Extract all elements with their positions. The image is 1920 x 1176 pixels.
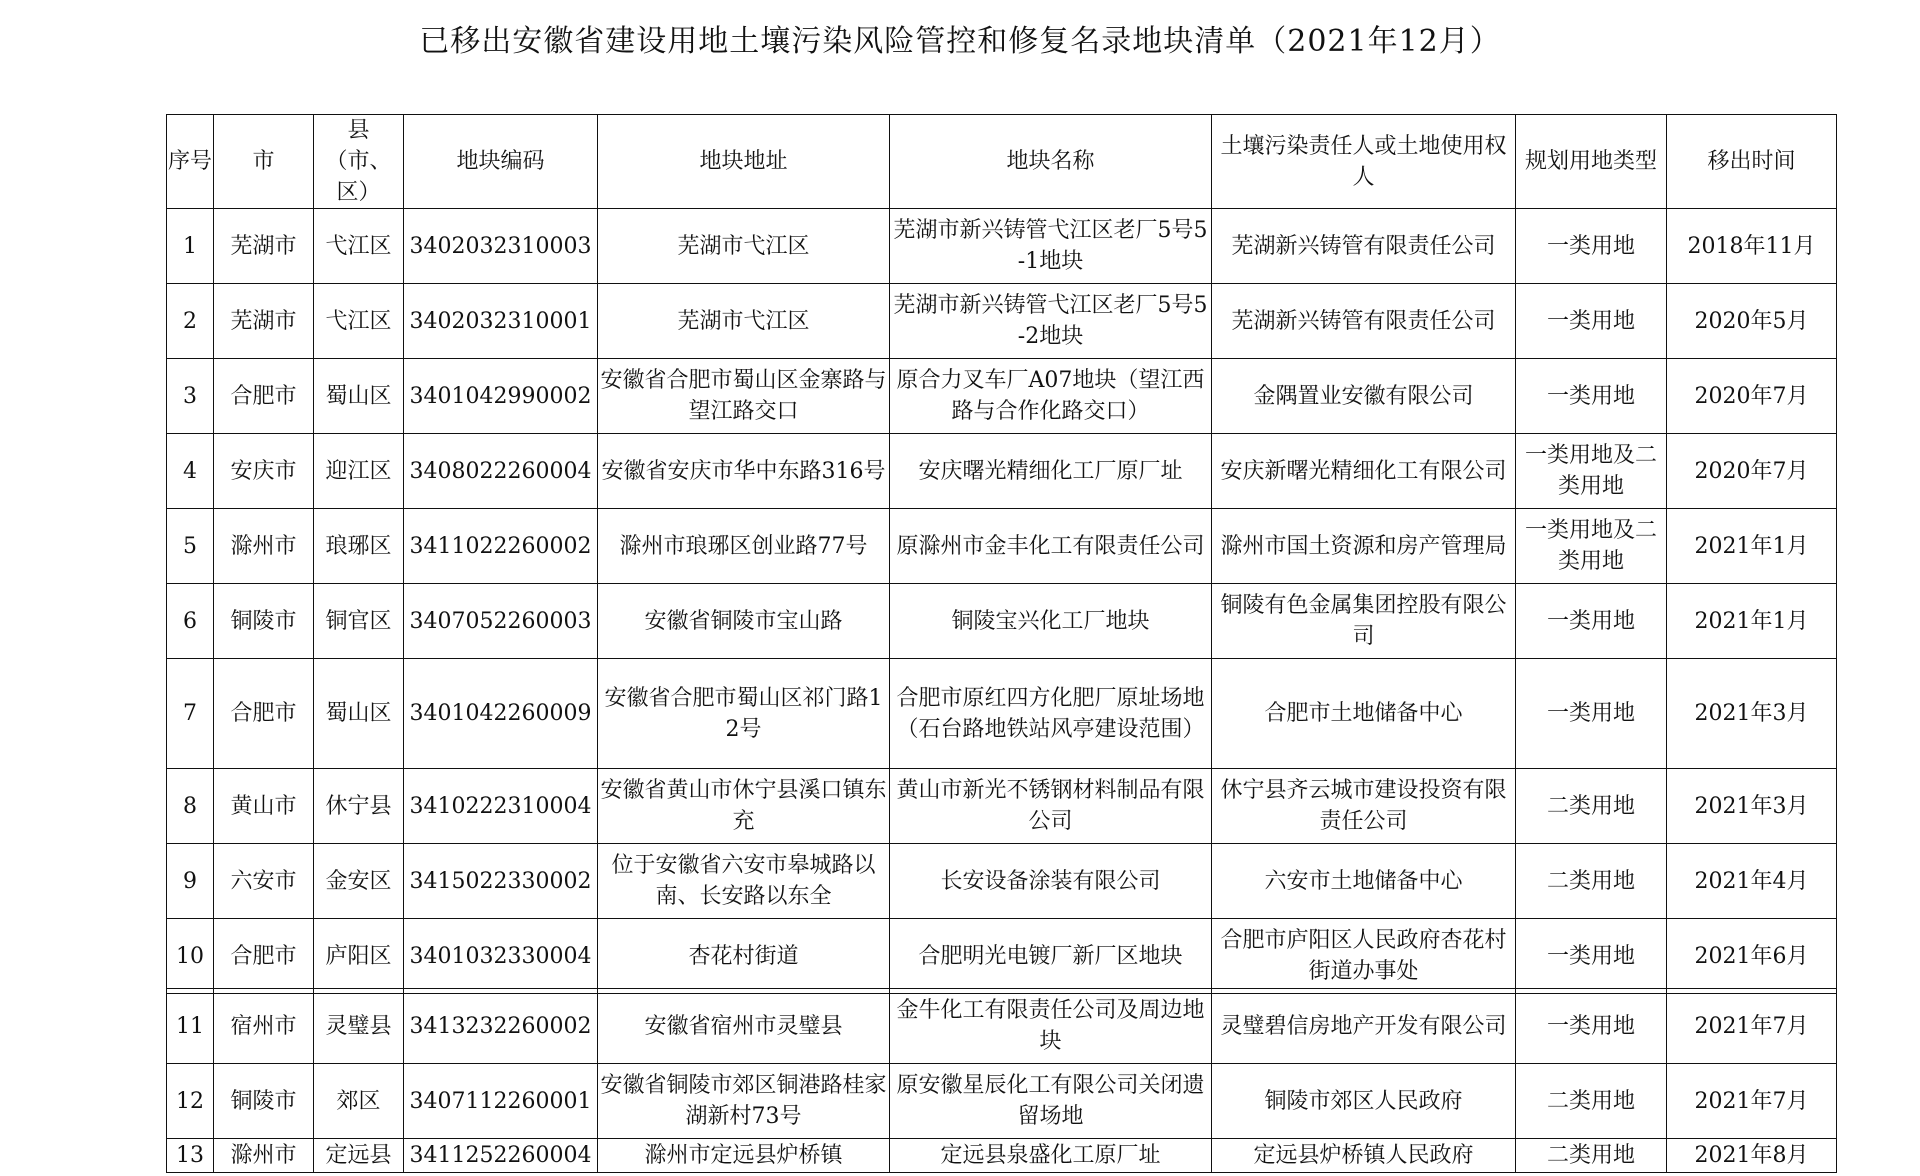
city-cell: 安庆市 bbox=[214, 434, 314, 509]
header-landuse: 规划用地类型 bbox=[1516, 115, 1667, 209]
address-cell: 安徽省合肥市蜀山区金寨路与望江路交口 bbox=[598, 359, 890, 434]
code-cell: 3401042990002 bbox=[404, 359, 598, 434]
owner-cell: 合肥市土地储备中心 bbox=[1212, 659, 1516, 769]
name-cell: 原合力叉车厂A07地块（望江西路与合作化路交口） bbox=[890, 359, 1212, 434]
name-cell: 合肥明光电镀厂新厂区地块 bbox=[890, 919, 1212, 994]
name-cell: 安庆曙光精细化工厂原厂址 bbox=[890, 434, 1212, 509]
table-row bbox=[167, 434, 1837, 509]
date-cell: 2021年3月 bbox=[1667, 659, 1837, 769]
address-cell: 安徽省铜陵市宝山路 bbox=[598, 584, 890, 659]
table-row bbox=[167, 209, 1837, 284]
site-list-table bbox=[166, 114, 1837, 994]
city-cell: 宿州市 bbox=[214, 989, 314, 1064]
landuse-cell: 二类用地 bbox=[1516, 1064, 1667, 1139]
header-seq: 序号 bbox=[167, 115, 214, 209]
name-cell: 合肥市原红四方化肥厂原址场地（石台路地铁站风亭建设范围） bbox=[890, 659, 1212, 769]
name-cell: 长安设备涂装有限公司 bbox=[890, 844, 1212, 919]
date-cell: 2021年3月 bbox=[1667, 769, 1837, 844]
landuse-cell: 一类用地 bbox=[1516, 209, 1667, 284]
table-row bbox=[167, 989, 1837, 1064]
city-cell: 黄山市 bbox=[214, 769, 314, 844]
seq-cell: 3 bbox=[167, 359, 214, 434]
landuse-cell: 二类用地 bbox=[1516, 844, 1667, 919]
address-cell: 安徽省铜陵市郊区铜港路桂家湖新村73号 bbox=[598, 1064, 890, 1139]
owner-cell: 金隅置业安徽有限公司 bbox=[1212, 359, 1516, 434]
address-cell: 安徽省黄山市休宁县溪口镇东充 bbox=[598, 769, 890, 844]
code-cell: 3407052260003 bbox=[404, 584, 598, 659]
city-cell: 芜湖市 bbox=[214, 284, 314, 359]
seq-cell: 13 bbox=[167, 1139, 214, 1173]
header-name: 地块名称 bbox=[890, 115, 1212, 209]
address-cell: 滁州市定远县炉桥镇 bbox=[598, 1139, 890, 1173]
date-cell: 2020年7月 bbox=[1667, 434, 1837, 509]
county-cell: 弋江区 bbox=[314, 284, 404, 359]
name-cell: 黄山市新光不锈钢材料制品有限公司 bbox=[890, 769, 1212, 844]
table-header-row bbox=[167, 115, 1837, 209]
owner-cell: 芜湖新兴铸管有限责任公司 bbox=[1212, 209, 1516, 284]
seq-cell: 9 bbox=[167, 844, 214, 919]
county-cell: 蜀山区 bbox=[314, 359, 404, 434]
header-code: 地块编码 bbox=[404, 115, 598, 209]
header-owner: 土壤污染责任人或土地使用权人 bbox=[1212, 115, 1516, 209]
table-row bbox=[167, 1139, 1837, 1173]
county-cell: 郊区 bbox=[314, 1064, 404, 1139]
seq-cell: 2 bbox=[167, 284, 214, 359]
name-cell: 定远县泉盛化工原厂址 bbox=[890, 1139, 1212, 1173]
seq-cell: 10 bbox=[167, 919, 214, 994]
seq-cell: 6 bbox=[167, 584, 214, 659]
county-cell: 铜官区 bbox=[314, 584, 404, 659]
table-row bbox=[167, 1064, 1837, 1139]
code-cell: 3401032330004 bbox=[404, 919, 598, 994]
date-cell: 2018年11月 bbox=[1667, 209, 1837, 284]
county-cell: 休宁县 bbox=[314, 769, 404, 844]
county-cell: 金安区 bbox=[314, 844, 404, 919]
table-row bbox=[167, 584, 1837, 659]
owner-cell: 芜湖新兴铸管有限责任公司 bbox=[1212, 284, 1516, 359]
address-cell: 安徽省安庆市华中东路316号 bbox=[598, 434, 890, 509]
code-cell: 3407112260001 bbox=[404, 1064, 598, 1139]
table-row bbox=[167, 509, 1837, 584]
name-cell: 原滁州市金丰化工有限责任公司 bbox=[890, 509, 1212, 584]
date-cell: 2021年8月 bbox=[1667, 1139, 1837, 1173]
date-cell: 2020年7月 bbox=[1667, 359, 1837, 434]
address-cell: 芜湖市弋江区 bbox=[598, 209, 890, 284]
landuse-cell: 一类用地 bbox=[1516, 284, 1667, 359]
city-cell: 合肥市 bbox=[214, 919, 314, 994]
date-cell: 2021年7月 bbox=[1667, 1064, 1837, 1139]
date-cell: 2021年1月 bbox=[1667, 509, 1837, 584]
seq-cell: 7 bbox=[167, 659, 214, 769]
name-cell: 原安徽星辰化工有限公司关闭遗留场地 bbox=[890, 1064, 1212, 1139]
city-cell: 铜陵市 bbox=[214, 1064, 314, 1139]
date-cell: 2021年6月 bbox=[1667, 919, 1837, 994]
landuse-cell: 一类用地及二类用地 bbox=[1516, 434, 1667, 509]
owner-cell: 铜陵市郊区人民政府 bbox=[1212, 1064, 1516, 1139]
landuse-cell: 二类用地 bbox=[1516, 1139, 1667, 1173]
code-cell: 3401042260009 bbox=[404, 659, 598, 769]
landuse-cell: 一类用地 bbox=[1516, 659, 1667, 769]
table-row bbox=[167, 769, 1837, 844]
city-cell: 滁州市 bbox=[214, 509, 314, 584]
owner-cell: 灵璧碧信房地产开发有限公司 bbox=[1212, 989, 1516, 1064]
date-cell: 2020年5月 bbox=[1667, 284, 1837, 359]
seq-cell: 8 bbox=[167, 769, 214, 844]
landuse-cell: 一类用地 bbox=[1516, 359, 1667, 434]
city-cell: 合肥市 bbox=[214, 659, 314, 769]
code-cell: 3408022260004 bbox=[404, 434, 598, 509]
code-cell: 3410222310004 bbox=[404, 769, 598, 844]
code-cell: 3411022260002 bbox=[404, 509, 598, 584]
address-cell: 滁州市琅琊区创业路77号 bbox=[598, 509, 890, 584]
seq-cell: 4 bbox=[167, 434, 214, 509]
address-cell: 位于安徽省六安市皋城路以南、长安路以东全 bbox=[598, 844, 890, 919]
landuse-cell: 一类用地及二类用地 bbox=[1516, 509, 1667, 584]
city-cell: 滁州市 bbox=[214, 1139, 314, 1173]
header-city: 市 bbox=[214, 115, 314, 209]
city-cell: 六安市 bbox=[214, 844, 314, 919]
owner-cell: 铜陵有色金属集团控股有限公司 bbox=[1212, 584, 1516, 659]
header-date: 移出时间 bbox=[1667, 115, 1837, 209]
header-county: 县（市、区） bbox=[314, 115, 404, 209]
name-cell: 铜陵宝兴化工厂地块 bbox=[890, 584, 1212, 659]
landuse-cell: 一类用地 bbox=[1516, 919, 1667, 994]
seq-cell: 12 bbox=[167, 1064, 214, 1139]
owner-cell: 滁州市国土资源和房产管理局 bbox=[1212, 509, 1516, 584]
landuse-cell: 一类用地 bbox=[1516, 584, 1667, 659]
county-cell: 庐阳区 bbox=[314, 919, 404, 994]
seq-cell: 11 bbox=[167, 989, 214, 1064]
seq-cell: 5 bbox=[167, 509, 214, 584]
owner-cell: 定远县炉桥镇人民政府 bbox=[1212, 1139, 1516, 1173]
county-cell: 迎江区 bbox=[314, 434, 404, 509]
address-cell: 杏花村街道 bbox=[598, 919, 890, 994]
date-cell: 2021年1月 bbox=[1667, 584, 1837, 659]
address-cell: 芜湖市弋江区 bbox=[598, 284, 890, 359]
landuse-cell: 一类用地 bbox=[1516, 989, 1667, 1064]
date-cell: 2021年7月 bbox=[1667, 989, 1837, 1064]
county-cell: 弋江区 bbox=[314, 209, 404, 284]
county-cell: 蜀山区 bbox=[314, 659, 404, 769]
name-cell: 芜湖市新兴铸管弋江区老厂5号5-2地块 bbox=[890, 284, 1212, 359]
name-cell: 芜湖市新兴铸管弋江区老厂5号5-1地块 bbox=[890, 209, 1212, 284]
date-cell: 2021年4月 bbox=[1667, 844, 1837, 919]
name-cell: 金牛化工有限责任公司及周边地块 bbox=[890, 989, 1212, 1064]
owner-cell: 六安市土地储备中心 bbox=[1212, 844, 1516, 919]
city-cell: 合肥市 bbox=[214, 359, 314, 434]
county-cell: 灵璧县 bbox=[314, 989, 404, 1064]
address-cell: 安徽省合肥市蜀山区祁门路12号 bbox=[598, 659, 890, 769]
city-cell: 芜湖市 bbox=[214, 209, 314, 284]
table-row bbox=[167, 659, 1837, 769]
table-row bbox=[167, 919, 1837, 994]
code-cell: 3413232260002 bbox=[404, 989, 598, 1064]
table-row bbox=[167, 359, 1837, 434]
owner-cell: 合肥市庐阳区人民政府杏花村街道办事处 bbox=[1212, 919, 1516, 994]
landuse-cell: 二类用地 bbox=[1516, 769, 1667, 844]
code-cell: 3415022330002 bbox=[404, 844, 598, 919]
address-cell: 安徽省宿州市灵璧县 bbox=[598, 989, 890, 1064]
owner-cell: 安庆新曙光精细化工有限公司 bbox=[1212, 434, 1516, 509]
header-address: 地块地址 bbox=[598, 115, 890, 209]
county-cell: 定远县 bbox=[314, 1139, 404, 1173]
table-row bbox=[167, 844, 1837, 919]
seq-cell: 1 bbox=[167, 209, 214, 284]
table-row bbox=[167, 284, 1837, 359]
page-title: 已移出安徽省建设用地土壤污染风险管控和修复名录地块清单（2021年12月） bbox=[419, 24, 1501, 59]
owner-cell: 休宁县齐云城市建设投资有限责任公司 bbox=[1212, 769, 1516, 844]
code-cell: 3402032310003 bbox=[404, 209, 598, 284]
county-cell: 琅琊区 bbox=[314, 509, 404, 584]
code-cell: 3411252260004 bbox=[404, 1139, 598, 1173]
site-list-table-continued bbox=[166, 988, 1837, 1173]
city-cell: 铜陵市 bbox=[214, 584, 314, 659]
code-cell: 3402032310001 bbox=[404, 284, 598, 359]
